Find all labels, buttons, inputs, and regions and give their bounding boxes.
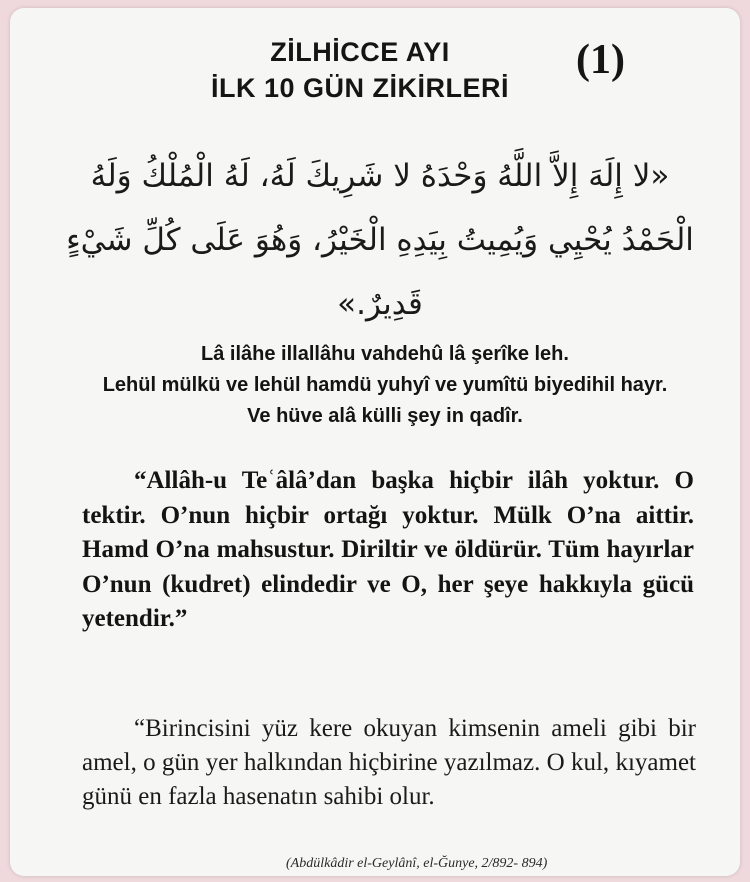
transliteration-line-1: Lâ ilâhe illallâhu vahdehû lâ şerîke leh. — [201, 343, 569, 365]
title-line-2: İLK 10 GÜN ZİKİRLERİ — [210, 73, 510, 103]
zikir-card — [10, 8, 740, 876]
turkish-translation: “Allâh-u Teʿâlâ’dan başka hiçbir ilâh yoktur. O tektir. O’nun hiçbir ortağı yoktur. Mülk O’na aittir. Hamd O’na mahsustur. Diriltir ve öldürür. Tüm hayırlar O’nun (kudret) elindedir ve O, her şeye hakkıyla gücü yetendir.” — [82, 467, 694, 632]
transliteration-line-2: Lehül mülkü ve lehül hamdü yuhyî ve yumîtü biyedihil hayr. — [102, 374, 668, 396]
page-title — [10, 34, 740, 106]
arabic-dhikr-text: «لا إِلَهَ إِلاَّ اللَّهُ وَحْدَهُ لا شَرِيكَ لَهُ، لَهُ الْمُلْكُ وَلَهُ الْحَمْدُ يُحْيِي وَيُمِيتُ بِيَدِهِ الْخَيْرُ، وَهُوَ عَلَى كُلِّ شَيْءٍ قَدِيرٌ.» — [66, 158, 694, 322]
title-line-1: ZİLHİCCE AYI — [270, 37, 450, 67]
transliteration — [40, 339, 730, 432]
virtue-note: “Birincisini yüz kere okuyan kimsenin ameli gibi bir amel, o gün yer halkından hiçbirine yazılmaz. O kul, kıyamet günü en fazla hasenatın sahibi olur. — [82, 715, 696, 810]
transliteration-line-3: Ve hüve alâ külli şey in qadîr. — [247, 405, 523, 427]
source-citation: (Abdülkâdir el-Geylânî, el-Ğunye, 2/892- 894) — [286, 856, 548, 871]
card-number: (1) — [576, 37, 625, 83]
